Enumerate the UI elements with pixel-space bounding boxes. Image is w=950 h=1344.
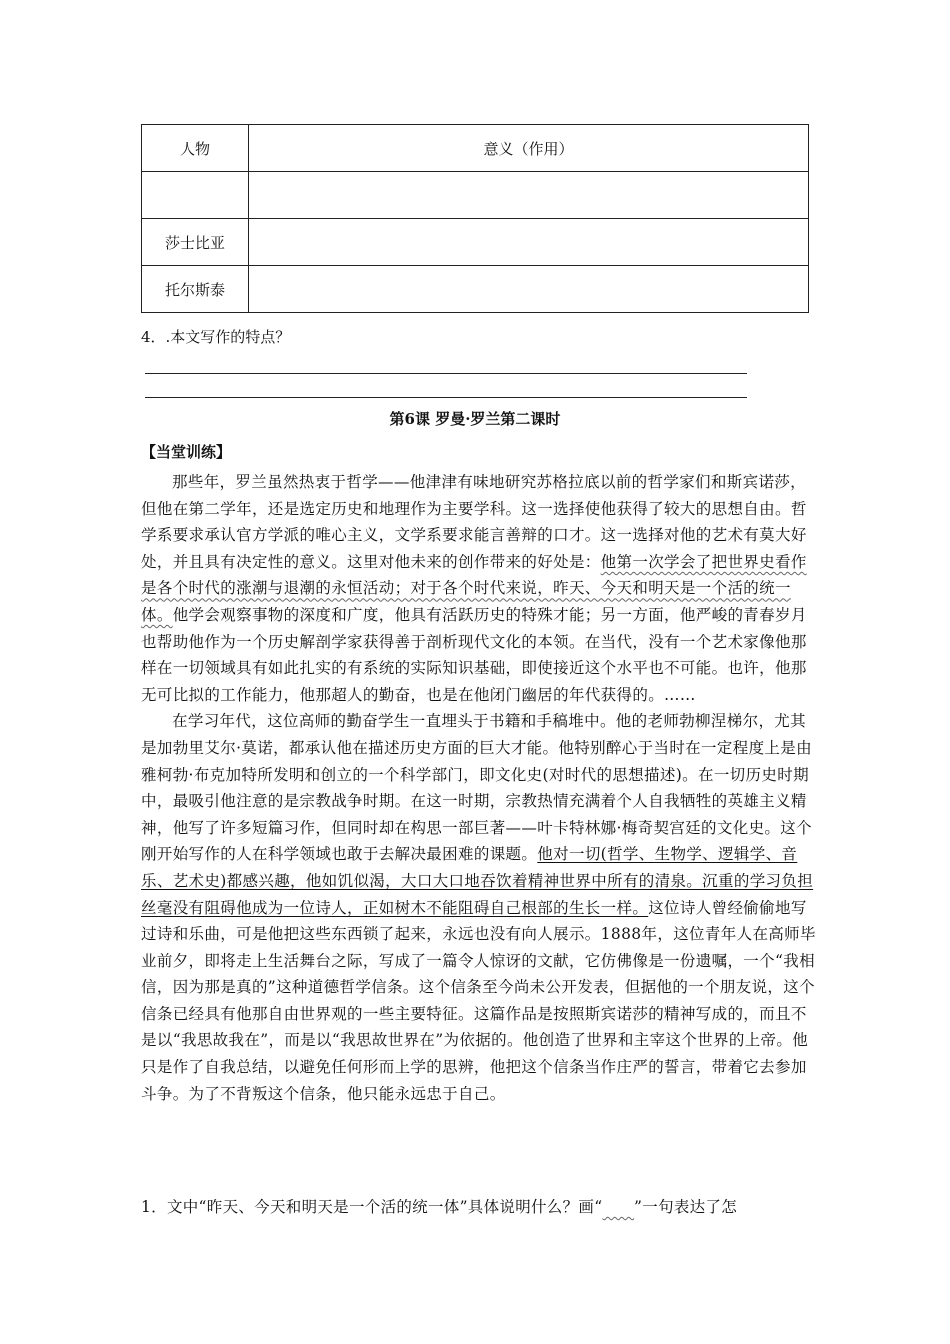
paragraph-2-text-b: 这位诗人曾经偷偷地写过诗和乐曲，可是他把这些东西锁了起来，永远也没有向人展示。1888年，这位青年人在高师毕业前夕，即将走上生活舞台之际，写成了一篇令人惊讶的文献，它仿佛像是一份遗嘱，一个“我相信，因为那是真的”这种道德哲学信条。这个信条至今尚未公开发表，但据他的一个朋友说，这个信条已经具有他那自由世界观的一些主要特征。这篇作品是按照斯宾诺莎的精神写成的，而且不是以“我思故我在”，而是以“我思故世界在”为依据的。他创造了世界和主宰这个世界的上帝。他只是作了自我总结，以避免任何形而上学的思辨，他把这个信条当作庄严的誓言，带着它去参加斗争。为了不背叛这个信条，他只能永远忠于自己。 [141, 898, 816, 1103]
table-row [142, 266, 809, 313]
row-2-character: 莎士比亚 [142, 219, 249, 266]
paragraph-1-text-a: 那些年，罗兰虽然热衷于哲学——他津津有味地研究苏格拉底以前的哲学家们和斯宾诺莎，但他在第二学年，还是选定历史和地理作为主要学科。这一选择使他获得了较大的思想自由。哲学系要求承认官方学派的唯心主义，文学系要求能言善辩的口才。这一选择对他的艺术有莫大好处，并且具有决定性的意义。这里对他未来的创作带来的好处是： [141, 473, 807, 571]
paragraph-2-text-a: 在学习年代，这位高师的勤奋学生一直埋头于书籍和手稿堆中。他的老师勃柳涅梯尔，尤其是加勃里艾尔·莫诺，都承认他在描述历史方面的巨大才能。他特别醉心于当时在一定程度上是由雅柯勃·布克加特所发明和创立的一个科学部门，即文化史(对时代的思想描述)。在一切历史时期中，最吸引他注意的是宗教战争时期。在这一时期，宗教热情充满着个人自我牺牲的英雄主义精神，他写了许多短篇习作，但同时却在构思一部巨著——叶卡特林娜·梅奇契宫廷的文化史。这个刚开始写作的人在科学领域也敢于去解决最困难的课题。 [141, 712, 812, 864]
table-row [142, 172, 809, 219]
paragraph-2 [141, 708, 817, 1107]
row-2-meaning[interactable] [249, 219, 809, 266]
answer-line-2[interactable] [145, 397, 747, 398]
row-1-meaning[interactable] [249, 172, 809, 219]
lesson-title: 第6课 罗曼·罗兰第二课时 [389, 410, 561, 428]
table-row [142, 219, 809, 266]
paragraph-1 [141, 469, 817, 708]
wavy-mark-sample [602, 1198, 634, 1216]
row-3-character: 托尔斯泰 [142, 266, 249, 313]
section-label: 【当堂训练】 [141, 443, 232, 461]
question-1-text-a: 1．文中“昨天、今天和明天是一个活的统一体”具体说明什么？画“ [141, 1198, 603, 1216]
row-3-meaning[interactable] [249, 266, 809, 313]
row-1-character[interactable] [142, 172, 249, 219]
header-character: 人物 [142, 125, 249, 172]
paragraph-1-text-b: 他学会观察事物的深度和广度，他具有活跃历史的特殊才能；另一方面，他严峻的青春岁月也帮助他作为一个历史解剖学家获得善于剖析现代文化的本领。在当代，没有一个艺术家像他那样在一切领域具有如此扎实的有系统的实际知识基础，即使接近这个水平也不可能。也许，他那无可比拟的工作能力，他那超人的勤奋，也是在他闭门幽居的年代获得的。…… [141, 605, 807, 704]
answer-line-1[interactable] [145, 373, 747, 374]
table-header-row [142, 125, 809, 172]
wavy-underlined-sentence: 他第一次学会了把世界史看作是各个时代的涨潮与退潮的永恒活动；对于各个时代来说，昨天、今天和明天是一个活的统一体。 [141, 552, 807, 624]
character-meaning-table [141, 124, 809, 313]
question-1 [141, 1195, 817, 1217]
question-1-text-b: ”一句表达了怎 [634, 1198, 738, 1216]
question-4: 4．.本文写作的特点？ [141, 328, 291, 346]
underlined-sentence: 他对一切(哲学、生物学、逻辑学、音乐、艺术史)都感兴趣，他如饥似渴，大口大口地吞饮着精神世界中所有的清泉。沉重的学习负担丝毫没有阻碍他成为一位诗人，正如树木不能阻碍自己根部的生长一样。 [141, 845, 814, 917]
header-meaning: 意义（作用） [249, 125, 809, 172]
reading-passage [141, 469, 817, 1107]
